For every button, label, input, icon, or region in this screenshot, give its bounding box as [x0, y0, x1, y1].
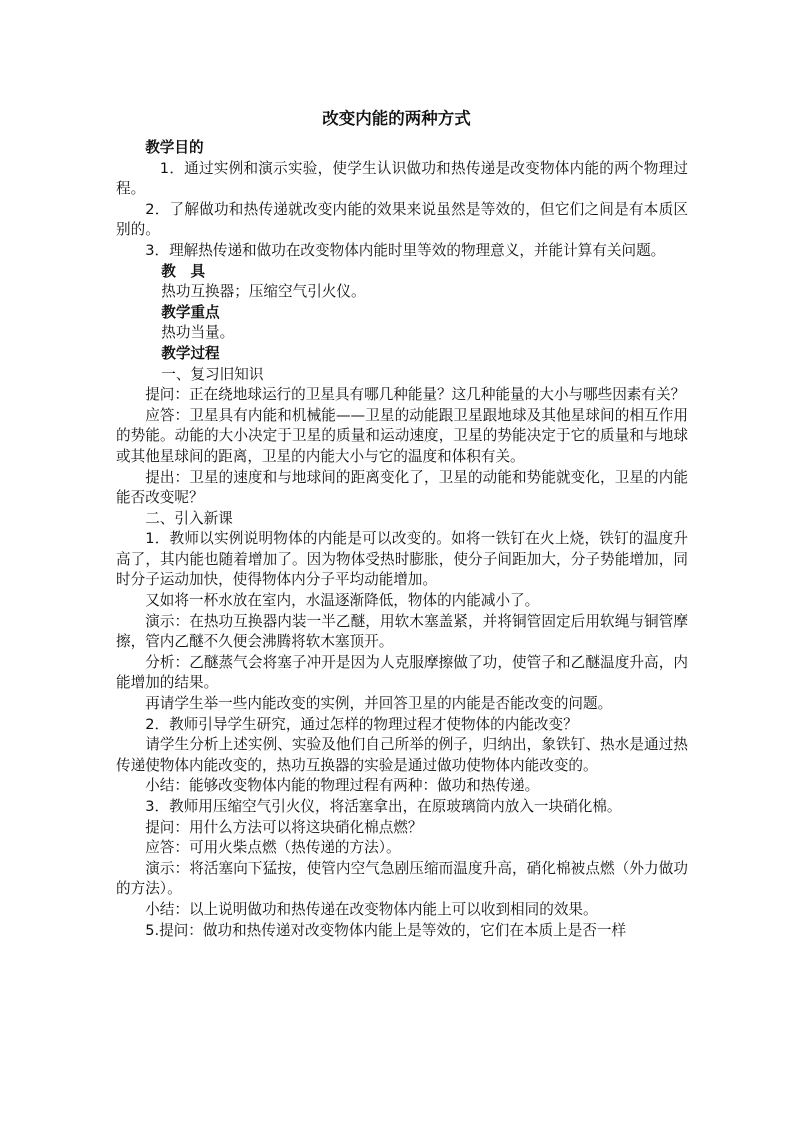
paragraph: 5.提问：做功和热传递对改变物体内能上是等效的，它们在本质上是否一样: [145, 921, 627, 939]
paragraph: 应答：卫星具有内能和机械能——卫星的动能跟卫星跟地球及其他星球间的相互作用的势能。动能的大小决定于卫星的质量和运动速度，卫星的势能决定于它的质量和与地球或其他星球间的距离，卫星的内能大小与它的温度和体积有关。: [116, 406, 688, 465]
paragraph: 分析：乙醚蒸气会将塞子冲开是因为人克服摩擦做了功，使管子和乙醚温度升高，内能增加的结果。: [116, 653, 688, 692]
paragraph: 演示：将活塞向下猛按，使管内空气急剧压缩而温度升高，硝化棉被点燃（外力做功的方法）。: [116, 859, 688, 898]
section-heading: 教 具: [161, 262, 206, 280]
paragraph: 提问：正在绕地球运行的卫星具有哪几种能量？这几种能量的大小与哪些因素有关？: [145, 386, 686, 404]
paragraph: 一、复习旧知识: [161, 365, 264, 383]
paragraph: 小结：以上说明做功和热传递在改变物体内能上可以收到相同的效果。: [145, 900, 598, 918]
document-title: 改变内能的两种方式: [322, 109, 471, 128]
paragraph: 热功互换器；压缩空气引火仪。: [161, 283, 366, 301]
paragraph: 应答：可用火柴点燃（热传递的方法）。: [145, 839, 401, 857]
paragraph: 热功当量。: [161, 324, 235, 342]
paragraph: 演示：在热功互换器内装一半乙醚，用软木塞盖紧，并将铜管固定后用软绳与铜管摩擦，管内乙醚不久便会沸腾将软木塞顶开。: [116, 612, 688, 651]
paragraph: 提出：卫星的速度和与地球间的距离变化了，卫星的动能和势能就变化，卫星的内能能否改变呢？: [116, 468, 688, 507]
paragraph: 再请学生举一些内能改变的实例，并回答卫星的内能是否能改变的问题。: [145, 695, 613, 713]
paragraph: 3．教师用压缩空气引火仪，将活塞拿出，在原玻璃筒内放入一块硝化棉。: [145, 798, 622, 815]
paragraph: 2．了解做功和热传递就改变内能的效果来说虽然是等效的，但它们之间是有本质区别的。: [116, 200, 688, 239]
paragraph: 小结：能够改变物体内能的物理过程有两种：做功和热传递。: [145, 777, 540, 795]
paragraph: 1．教师以实例说明物体的内能是可以改变的。如将一铁钉在火上烧，铁钉的温度升高了，其内能也随着增加了。因为物体受热时膨胀，使分子间距加大，分子势能增加，同时分子运动加快，使得物体内分子平均动能增加。: [116, 530, 688, 589]
section-heading: 教学目的: [145, 139, 204, 156]
paragraph: 请学生分析上述实例、实验及他们自己所举的例子，归纳出，象铁钉、热水是通过热传递使物体内能改变的，热功互换器的实验是通过做功使物体内能改变的。: [116, 736, 688, 774]
paragraph: 二、引入新课: [145, 509, 233, 527]
paragraph: 3．理解热传递和做功在改变物体内能时里等效的物理意义，并能计算有关问题。: [145, 241, 666, 259]
section-heading: 教学过程: [161, 344, 220, 362]
section-heading: 教学重点: [161, 303, 220, 321]
paragraph: 2．教师引导学生研究，通过怎样的物理过程才使物体的内能改变？: [145, 715, 578, 733]
paragraph: 又如将一杯水放在室内，水温逐渐降低，物体的内能减小了。: [145, 592, 540, 610]
paragraph: 1．通过实例和演示实验，使学生认识做功和热传递是改变物体内能的两个物理过程。: [116, 159, 688, 198]
document-body: [116, 138, 688, 941]
paragraph: 提问：用什么方法可以将这块硝化棉点燃？: [145, 818, 423, 836]
